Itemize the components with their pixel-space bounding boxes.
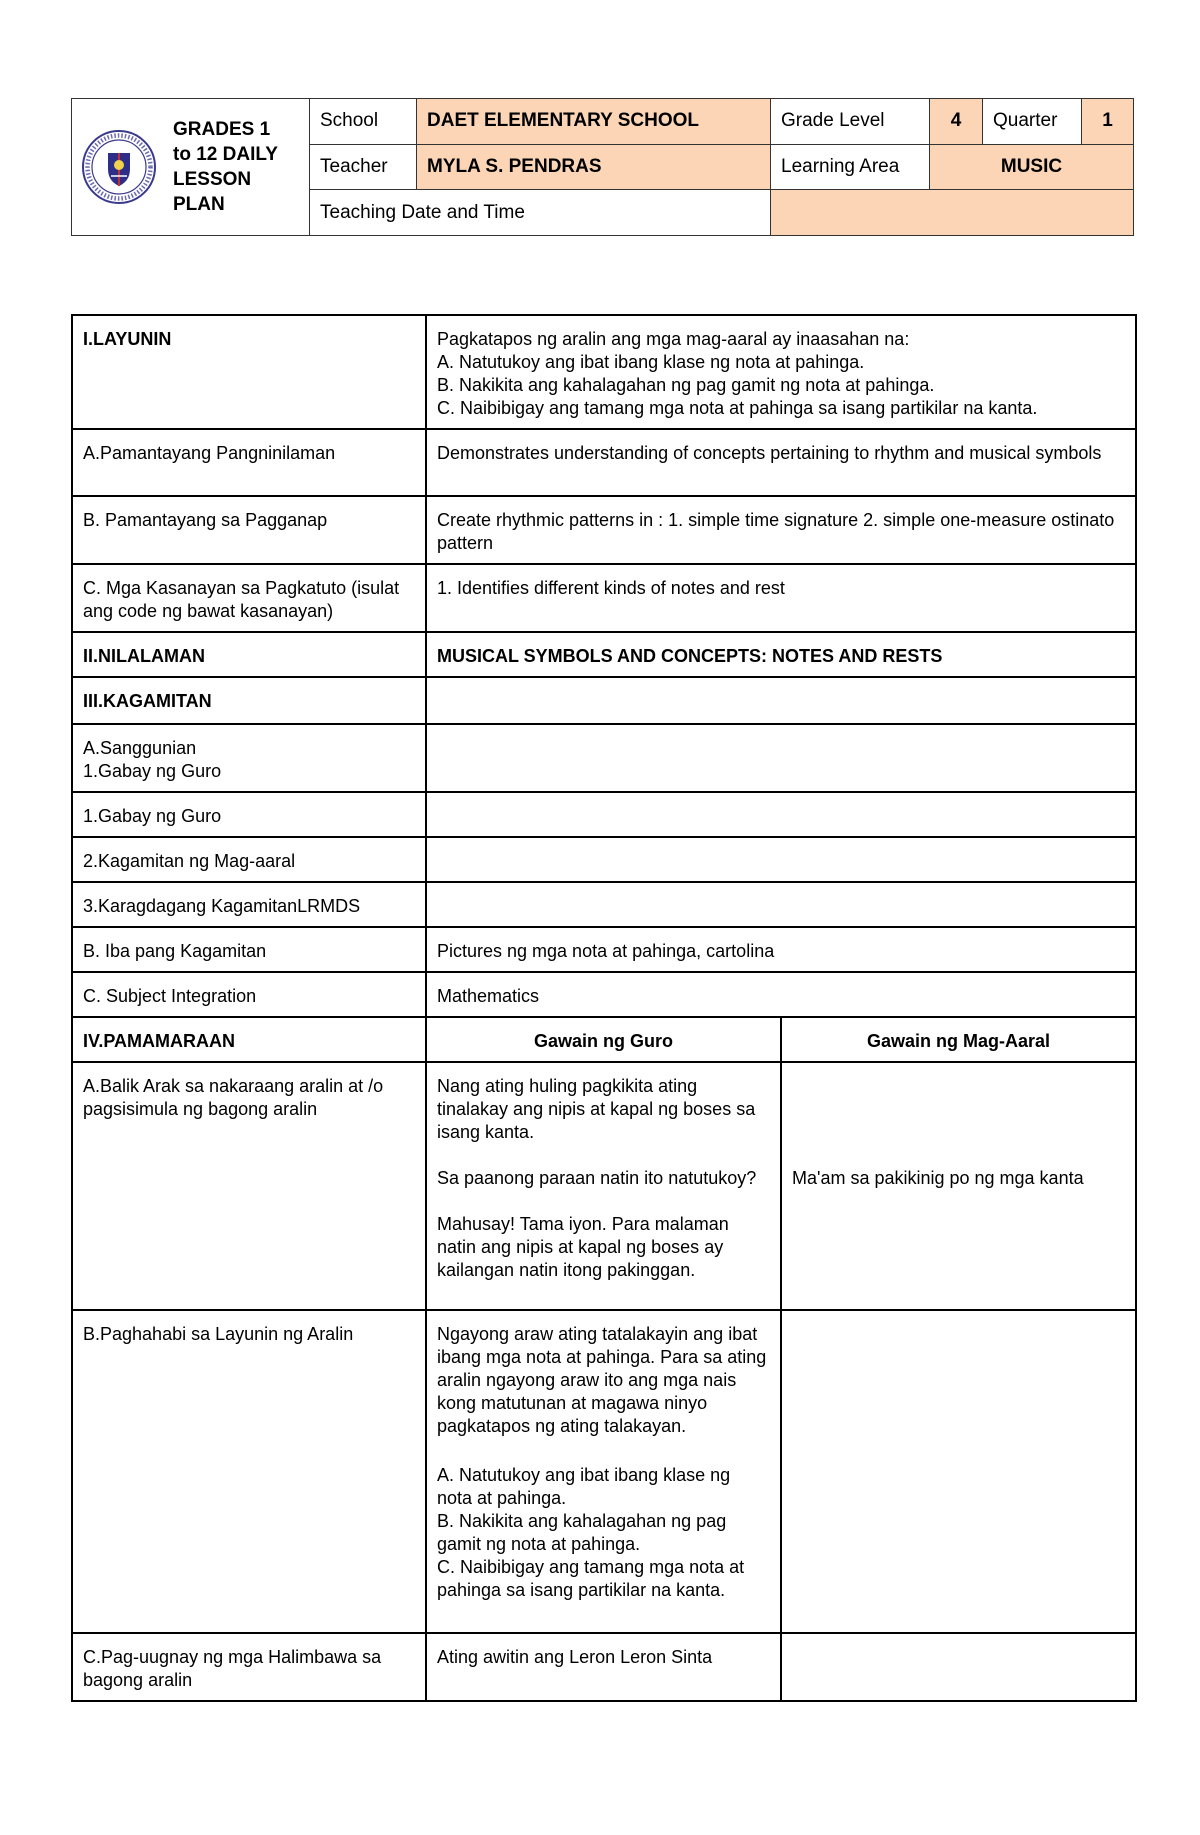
balik-arak-guro: Nang ating huling pagkikita ating tinalakay ang nipis at kapal ng boses sa isang kanta. Sa paanong paraan natin ito natutukoy? Mahusay! Tama iyon. Para malaman natin ang nipis at kapal ng boses ay kailangan natin itong pakinggan.	[426, 1062, 781, 1310]
list-item: C. Naibibigay ang tamang mga nota at pahinga sa isang partikilar na kanta.	[437, 1557, 745, 1600]
pag-uugnay-guro: Ating awitin ang Leron Leron Sinta	[426, 1633, 781, 1701]
pag-uugnay-label: C.Pag-uugnay ng mga Halimbawa sa bagong aralin	[72, 1633, 426, 1701]
gabay-guro-value	[426, 792, 1136, 837]
paghahabi-label: B.Paghahabi sa Layunin ng Aralin	[72, 1310, 426, 1633]
kasanayan-value: 1. Identifies different kinds of notes and rest	[426, 564, 1136, 632]
layunin-intro: Pagkatapos ng aralin ang mga mag-aaral ay inaasahan na:	[437, 329, 910, 349]
gawain-mag-aaral-header: Gawain ng Mag-Aaral	[781, 1017, 1136, 1062]
quarter-label: Quarter	[983, 99, 1082, 145]
layunin-label: I.LAYUNIN	[72, 315, 426, 429]
table-row	[72, 677, 1136, 724]
gawain-guro-header: Gawain ng Guro	[426, 1017, 781, 1062]
school-value: DAET ELEMENTARY SCHOOL	[417, 99, 771, 145]
kagamitan-mag-aaral-value	[426, 837, 1136, 882]
grade-level-value: 4	[930, 99, 983, 145]
subject-integration-label: C. Subject Integration	[72, 972, 426, 1017]
table-row	[72, 315, 1136, 429]
table-row	[72, 972, 1136, 1017]
nilalaman-label: II.NILALAMAN	[72, 632, 426, 677]
iba-pang-label: B. Iba pang Kagamitan	[72, 927, 426, 972]
sanggunian-value	[426, 724, 1136, 792]
header-title: GRADES 1 to 12 DAILY LESSON PLAN	[173, 119, 278, 215]
pamantayang-pangnilalaman-label: A.Pamantayang Pangninilaman	[72, 429, 426, 496]
pamantayang-pagganap-value: Create rhythmic patterns in : 1. simple time signature 2. simple one-measure ostinato pattern	[426, 496, 1136, 564]
teacher-value: MYLA S. PENDRAS	[417, 144, 771, 190]
sanggunian-label: A.Sanggunian 1.Gabay ng Guro	[72, 724, 426, 792]
layunin-content	[426, 315, 1136, 429]
header-logo-cell	[72, 99, 310, 236]
table-row	[72, 632, 1136, 677]
table-row	[72, 1310, 1136, 1633]
table-row	[72, 792, 1136, 837]
paghahabi-guro: Ngayong araw ating tatalakayin ang ibat ibang mga nota at pahinga. Para sa ating aralin ngayong araw ito ang mga nais kong matutunan at magawa ninyo pagkatapos ng ating talakayan. A. Natutukoy ang ibat ibang klase ng nota at pahinga. B. Nakikita ang kahalagahan ng pag gamit ng nota at pahinga. C. Naibibigay ang tamang mga nota at pahinga sa isang partikilar na kanta.	[426, 1310, 781, 1633]
table-row	[72, 429, 1136, 496]
quarter-value: 1	[1082, 99, 1134, 145]
subject-integration-value: Mathematics	[426, 972, 1136, 1017]
list-item: C. Naibibigay ang tamang mga nota at pahinga sa isang partikilar na kanta.	[437, 398, 1038, 418]
grade-level-label: Grade Level	[771, 99, 930, 145]
learning-area-value: MUSIC	[930, 144, 1134, 190]
table-row	[72, 724, 1136, 792]
kagamitan-label: III.KAGAMITAN	[72, 677, 426, 724]
list-item: A. Natutukoy ang ibat ibang klase ng nota at pahinga.	[437, 1465, 731, 1508]
balik-arak-mag-aaral: Ma'am sa pakikinig po ng mga kanta	[781, 1062, 1136, 1310]
teacher-label: Teacher	[310, 144, 417, 190]
table-row	[72, 882, 1136, 927]
list-item: B. Nakikita ang kahalagahan ng pag gamit ng nota at pahinga.	[437, 1511, 727, 1554]
table-row	[72, 564, 1136, 632]
table-row	[72, 927, 1136, 972]
pamamaraan-label: IV.PAMAMARAAN	[72, 1017, 426, 1062]
list-item: A. Natutukoy ang ibat ibang klase ng nota at pahinga.	[437, 352, 865, 372]
header-table	[71, 98, 1134, 236]
table-row	[72, 496, 1136, 564]
teaching-date-label: Teaching Date and Time	[310, 190, 771, 236]
pamantayang-pagganap-label: B. Pamantayang sa Pagganap	[72, 496, 426, 564]
karagdagang-label: 3.Karagdagang KagamitanLRMDS	[72, 882, 426, 927]
learning-area-label: Learning Area	[771, 144, 930, 190]
balik-arak-label: A.Balik Arak sa nakaraang aralin at /o pagsisimula ng bagong aralin	[72, 1062, 426, 1310]
karagdagang-value	[426, 882, 1136, 927]
table-row	[72, 1062, 1136, 1310]
paghahabi-mag-aaral	[781, 1310, 1136, 1633]
pamantayang-pangnilalaman-value: Demonstrates understanding of concepts pertaining to rhythm and musical symbols	[426, 429, 1136, 496]
school-label: School	[310, 99, 417, 145]
pag-uugnay-mag-aaral	[781, 1633, 1136, 1701]
kasanayan-label: C. Mga Kasanayan sa Pagkatuto (isulat ang code ng bawat kasanayan)	[72, 564, 426, 632]
deped-seal-icon	[81, 129, 157, 205]
teaching-date-value	[771, 190, 1134, 236]
kagamitan-value	[426, 677, 1136, 724]
iba-pang-value: Pictures ng mga nota at pahinga, cartolina	[426, 927, 1136, 972]
lesson-plan-table	[71, 314, 1137, 1702]
table-row	[72, 1017, 1136, 1062]
nilalaman-value: MUSICAL SYMBOLS AND CONCEPTS: NOTES AND RESTS	[426, 632, 1136, 677]
gabay-guro-label: 1.Gabay ng Guro	[72, 792, 426, 837]
kagamitan-mag-aaral-label: 2.Kagamitan ng Mag-aaral	[72, 837, 426, 882]
list-item: B. Nakikita ang kahalagahan ng pag gamit ng nota at pahinga.	[437, 375, 935, 395]
table-row	[72, 837, 1136, 882]
layunin-list	[437, 351, 1125, 420]
paghahabi-list	[437, 1464, 770, 1602]
table-row	[72, 1633, 1136, 1701]
